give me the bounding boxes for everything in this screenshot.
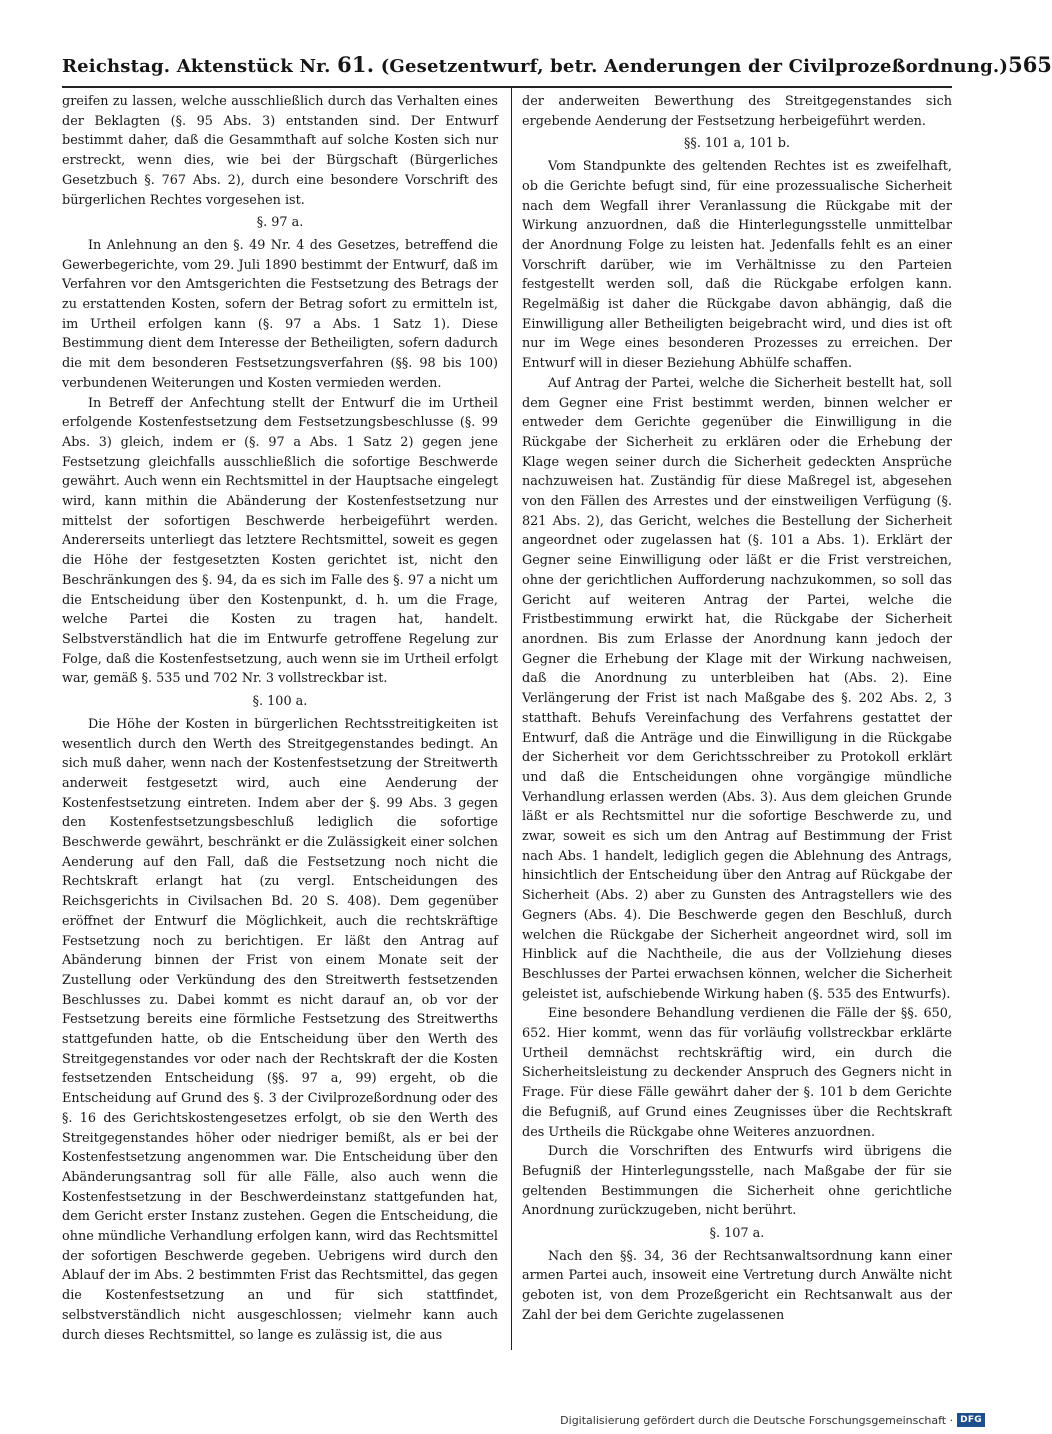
paragraph: Auf Antrag der Partei, welche die Sicherheit bestellt hat, soll dem Gegner eine Frist bestimmt werden, binnen welcher er entweder dem Gerichte gegenüber die Einwilligung in die Rückgabe der Sicherheit zu erklären oder die Erhebung der Klage wegen seiner durch die Sicherheit gedeckten Ansprüche nachzuweisen hat. Zuständig für diese Maßregel ist, abgesehen von den Fällen des Arrestes und der einstweiligen Verfügung (§. 821 Abs. 2), das Gericht, welches die Bestellung der Sicherheit angeordnet oder zugelassen hat (§. 101 a Abs. 1). Erklärt der Gegner seine Einwilligung oder läßt er die Frist verstreichen, ohne der gerichtlichen Aufforderung nachzukommen, so soll das Gericht auf weiteren Antrag der Partei, welche die Fristbestimmung erwirkt hat, die Rückgabe der Sicherheit anordnen. Bis zum Erlasse der Anordnung kann jedoch der Gegner die Erhebung der Klage mit der Wirkung nachweisen, daß die Anordnung zu unterbleiben hat (Abs. 2). Eine Verlängerung der Frist ist nach Maßgabe des §. 202 Abs. 2, 3 statthaft. Behufs Vereinfachung des Verfahrens gestattet der Entwurf, daß die Anträge und die Einwilligung in die Rückgabe der Sicherheit vor dem Gerichtsschreiber zu Protokoll erklärt und daß die Entscheidungen ohne vorgängige mündliche Verhandlung erlassen werden (Abs. 3). Aus dem gleichen Grunde läßt er als Rechtsmittel nur die sofortige Beschwerde zu, und zwar, soweit es sich um den Antrag auf Bestimmung der Frist nach Abs. 1 handelt, lediglich gegen die Ablehnung des Antrags, hinsichtlich der Entscheidung über den Antrag auf Rückgabe der Sicherheit (Abs. 2) aber zu Gunsten des Antragstellers wie des Gegners (Abs. 4). Die Beschwerde gegen den Beschluß, durch welchen die Rückgabe der Sicherheit angeordnet wird, soll im Hinblick auf die Nachtheile, die aus der Vollziehung dieses Beschlusses der Partei erwachsen können, welcher die Sicherheit geleistet ist, aufschiebende Wirkung haben (§. 535 des Entwurfs). [522, 375, 952, 1002]
right-column [522, 92, 952, 1326]
paragraph: Eine besondere Behandlung verdienen die Fälle der §§. 650, 652. Hier kommt, wenn das für vorläufig vollstreckbar erklärte Urtheil demnächst rechtskräftig wird, ein durch die Sicherheitsleistung zu deckender Anspruch des Gegners nicht in Frage. Für diese Fälle gewährt daher der §. 101 b dem Gerichte die Befugniß, auf Grund eines Zeugnisses über die Rechtskraft des Urtheils die Rückgabe ohne Weiteres anzuordnen. [522, 1006, 952, 1140]
paragraph: Nach den §§. 34, 36 der Rechtsanwaltsordnung kann einer armen Partei auch, insoweit eine Vertretung durch Anwälte nicht geboten ist, von dem Prozeßgericht ein Rechtsanwalt aus der Zahl der bei dem Gerichte zugelassenen [522, 1248, 952, 1323]
section-heading: §. 107 a. [709, 1226, 765, 1242]
header-rule [62, 86, 952, 88]
left-column [62, 92, 498, 1345]
page-header [62, 52, 1052, 86]
credit-text: Digitalisierung gefördert durch die Deutsche Forschungsgemeinschaft · [560, 1413, 954, 1427]
paragraph: der anderweiten Bewerthung des Streitgegenstandes sich ergebende Aenderung der Festsetzung herbeigeführt werden. [522, 94, 952, 129]
document-number: 61. [337, 52, 375, 77]
section-heading: §§. 101 a, 101 b. [684, 136, 790, 152]
paragraph: Durch die Vorschriften des Entwurfs wird übrigens die Befugniß der Hinterlegungsstelle, nach Maßgabe der für sie geltenden Bestimmungen die Sicherheit ohne gerichtliche Anordnung zurückzugeben, nicht berührt. [522, 1144, 952, 1219]
running-title [62, 52, 1008, 77]
paragraph: In Anlehnung an den §. 49 Nr. 4 des Gesetzes, betreffend die Gewerbegerichte, vom 29. Juli 1890 bestimmt der Entwurf, daß im Verfahren vor den Amtsgerichten die Festsetzung des Betrags der zu erstattenden Kosten, sofern der Betrag sofort zu ermitteln ist, im Urtheil erfolgen kann (§. 97 a Abs. 1 Satz 1). Diese Bestimmung dient dem Interesse der Betheiligten, sofern dadurch die mit dem besonderen Festsetzungsverfahren (§§. 98 bis 100) verbundenen Weiterungen und Kosten vermieden werden. [62, 237, 498, 391]
column-divider [511, 88, 512, 1350]
page-number: 565 [1008, 52, 1052, 77]
paragraph: Die Höhe der Kosten in bürgerlichen Rechtsstreitigkeiten ist wesentlich durch den Werth des Streitgegenstandes bedingt. An sich muß daher, wenn nach der Kostenfestsetzung der Streitwerth anderweit festgesetzt wird, auch eine Aenderung der Kostenfestsetzung eintreten. Indem aber der §. 99 Abs. 3 gegen den Kostenfestsetzungsbeschluß lediglich die sofortige Beschwerde gewährt, beschränkt er die Zulässigkeit einer solchen Aenderung auf den Fall, daß die Festsetzung noch nicht die Rechtskraft erlangt hat (zu vergl. Entscheidungen des Reichsgerichts in Civilsachen Bd. 20 S. 408). Dem gegenüber eröffnet der Entwurf die Möglichkeit, auch die rechtskräftige Festsetzung noch zu berichtigen. Er läßt den Antrag auf Abänderung binnen der Frist von einem Monate seit der Zustellung oder Verkündung des den Streitwerth festsetzenden Beschlusses zu. Dabei kommt es nicht darauf an, ob vor der Festsetzung bereits eine förmliche Festsetzung des Streitwerths stattgefunden hatte, ob die Entscheidung über den Werth des Streitgegenstandes vor oder nach der Rechtskraft der die Kosten festsetzenden Entscheidung (§§. 97 a, 99) ergeht, ob die Entscheidung auf Grund des §. 3 der Civilprozeßordnung oder des §. 16 des Gerichtskostengesetzes erfolgt, ob sie den Werth des Streitgegenstandes höher oder niedriger bemißt, als er bei der Kostenfestsetzung angenommen war. Die Entscheidung über den Abänderungsantrag soll für alle Fälle, also auch wenn die Kostenfestsetzung in der Beschwerdeinstanz stattgefunden hat, dem Gericht erster Instanz zustehen. Gegen die Entscheidung, die ohne mündliche Verhandlung erfolgen kann, wird das Rechtsmittel der sofortigen Beschwerde gegeben. Uebrigens wird durch den Ablauf der im Abs. 2 bestimmten Frist das Rechtsmittel, das gegen die Kostenfestsetzung an und für sich stattfindet, selbstverständlich nicht ausgeschlossen; vielmehr kann auch durch dieses Rechtsmittel, so lange es zulässig ist, die aus [62, 716, 498, 1343]
dfg-logo: DFG [957, 1413, 985, 1427]
title-suffix: (Gesetzentwurf, betr. Aenderungen der Civilprozeßordnung.) [380, 56, 1009, 77]
paragraph: In Betreff der Anfechtung stellt der Entwurf die im Urtheil erfolgende Kostenfestsetzung dem Festsetzungsbeschlusse (§. 99 Abs. 3) gleich, indem er (§. 97 a Abs. 1 Satz 2) gegen jene Festsetzung gleichfalls ausschließlich die sofortige Beschwerde gewährt. Auch wenn ein Rechtsmittel in der Hauptsache eingelegt wird, kann mithin die Abänderung der Kostenfestsetzung nur mittelst der sofortigen Beschwerde herbeigeführt werden. Andererseits unterliegt das letztere Rechtsmittel, soweit es gegen die Höhe der festgesetzten Kosten gerichtet ist, nicht den Beschränkungen des §. 94, da es sich im Falle des §. 97 a nicht um die Entscheidung über den Kostenpunkt, d. h. um die Frage, welche Partei die Kosten zu tragen hat, handelt. Selbstverständlich hat die im Entwurfe getroffene Regelung zur Folge, daß die Kostenfestsetzung, auch wenn sie im Urtheil erfolgt war, gemäß §. 535 und 702 Nr. 3 vollstreckbar ist. [62, 395, 498, 687]
digitization-credit [560, 1412, 985, 1428]
section-heading: §. 100 a. [252, 694, 308, 710]
paragraph: greifen zu lassen, welche ausschließlich durch das Verhalten eines der Beklagten (§. 95 Abs. 3) entstanden sind. Der Entwurf bestimmt daher, daß die Gesammthaft auf solche Kosten sich nur erstreckt, wenn dies, wie bei der Bürgschaft (Bürgerliches Gesetzbuch §. 767 Abs. 2), durch eine besondere Vorschrift des bürgerlichen Rechtes vorgesehen ist. [62, 94, 498, 208]
section-heading: §. 97 a. [256, 215, 304, 231]
paragraph: Vom Standpunkte des geltenden Rechtes ist es zweifelhaft, ob die Gerichte befugt sind, für eine prozessualische Sicherheit nach dem Wegfall ihrer Veranlassung die Rückgabe mit der Wirkung anzuordnen, daß die Hinterlegungsstelle unmittelbar der Anordnung Folge zu leisten hat. Jedenfalls fehlt es an einer Vorschrift darüber, wie im Verhältnisse zu den Parteien festgestellt werden soll, daß die Rückgabe erfolgen kann. Regelmäßig ist daher die Rückgabe davon abhängig, daß die Einwilligung aller Betheiligten beigebracht wird, und dies ist oft nur im Wege eines besonderen Prozesses zu erreichen. Der Entwurf will in dieser Beziehung Abhülfe schaffen. [522, 159, 952, 372]
title-prefix: Reichstag. Aktenstück Nr. [62, 56, 331, 77]
